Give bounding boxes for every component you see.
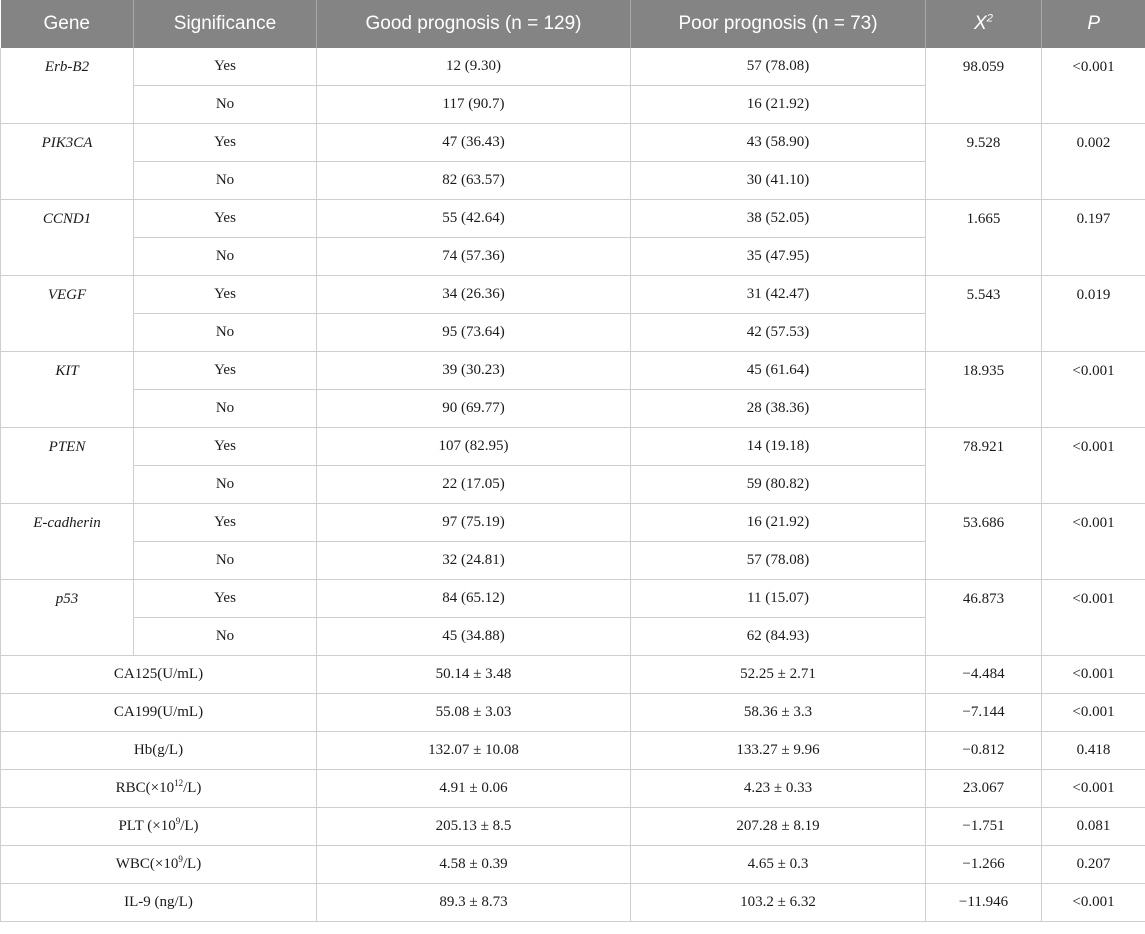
lab-parameter-label: CA125(U/mL) (1, 656, 317, 694)
table-row (1, 846, 1145, 884)
poor-prognosis-value: 14 (19.18) (631, 428, 926, 466)
table-row (1, 770, 1145, 808)
p-value: 0.207 (1042, 846, 1145, 884)
table-row (1, 504, 1145, 542)
poor-prognosis-value: 133.27 ± 9.96 (631, 732, 926, 770)
lab-parameter-label-unit: /L) (182, 856, 202, 872)
significance-yes: Yes (134, 580, 317, 618)
header-gene: Gene (1, 0, 134, 48)
table-row (1, 276, 1145, 314)
table-header (1, 0, 1145, 48)
lab-parameter-label: Hb(g/L) (1, 732, 317, 770)
good-prognosis-value: 39 (30.23) (317, 352, 631, 390)
good-prognosis-value: 82 (63.57) (317, 162, 631, 200)
significance-yes: Yes (134, 48, 317, 86)
table-row (1, 732, 1145, 770)
gene-name: KIT (1, 352, 134, 428)
poor-prognosis-value: 207.28 ± 8.19 (631, 808, 926, 846)
table-row (1, 200, 1145, 238)
lab-parameter-label: CA199(U/mL) (1, 694, 317, 732)
chi-square-value: −7.144 (926, 694, 1042, 732)
p-value: <0.001 (1042, 428, 1145, 504)
p-value: <0.001 (1042, 884, 1145, 922)
significance-no: No (134, 618, 317, 656)
significance-no: No (134, 314, 317, 352)
poor-prognosis-value: 30 (41.10) (631, 162, 926, 200)
lab-parameter-label-exponent: 9 (175, 816, 181, 826)
poor-prognosis-value: 103.2 ± 6.32 (631, 884, 926, 922)
poor-prognosis-value: 43 (58.90) (631, 124, 926, 162)
poor-prognosis-value: 31 (42.47) (631, 276, 926, 314)
poor-prognosis-value: 58.36 ± 3.3 (631, 694, 926, 732)
p-value: <0.001 (1042, 352, 1145, 428)
significance-yes: Yes (134, 352, 317, 390)
lab-parameter-label-text: WBC(×10 (115, 856, 179, 872)
table-body (1, 48, 1145, 922)
p-value: 0.197 (1042, 200, 1145, 276)
header-row (1, 0, 1145, 48)
chi-square-value: 53.686 (926, 504, 1042, 580)
chi-square-value: −0.812 (926, 732, 1042, 770)
lab-parameter-label-text: PLT (×10 (118, 818, 176, 834)
lab-parameter-label-text: RBC(×10 (115, 780, 175, 796)
p-value: <0.001 (1042, 770, 1145, 808)
poor-prognosis-value: 59 (80.82) (631, 466, 926, 504)
good-prognosis-value: 89.3 ± 8.73 (317, 884, 631, 922)
good-prognosis-value: 45 (34.88) (317, 618, 631, 656)
significance-yes: Yes (134, 124, 317, 162)
poor-prognosis-value: 11 (15.07) (631, 580, 926, 618)
poor-prognosis-value: 57 (78.08) (631, 48, 926, 86)
chi-square-value: 23.067 (926, 770, 1042, 808)
gene-name: p53 (1, 580, 134, 656)
header-chi-square-exponent: 2 (986, 12, 994, 25)
good-prognosis-value: 50.14 ± 3.48 (317, 656, 631, 694)
lab-parameter-label-unit: /L) (183, 780, 202, 796)
poor-prognosis-value: 28 (38.36) (631, 390, 926, 428)
lab-parameter-label: IL-9 (ng/L) (1, 884, 317, 922)
significance-yes: Yes (134, 428, 317, 466)
significance-yes: Yes (134, 200, 317, 238)
chi-square-value: −4.484 (926, 656, 1042, 694)
table-row (1, 428, 1145, 466)
table-row (1, 656, 1145, 694)
table-row (1, 808, 1145, 846)
table-row (1, 124, 1145, 162)
poor-prognosis-value: 16 (21.92) (631, 86, 926, 124)
poor-prognosis-value: 45 (61.64) (631, 352, 926, 390)
significance-no: No (134, 86, 317, 124)
gene-name: Erb-B2 (1, 48, 134, 124)
p-value: 0.019 (1042, 276, 1145, 352)
header-chi-square (926, 0, 1042, 48)
header-chi-square-base: X (973, 13, 987, 34)
lab-parameter-label-exponent: 9 (178, 854, 183, 864)
good-prognosis-value: 74 (57.36) (317, 238, 631, 276)
good-prognosis-value: 22 (17.05) (317, 466, 631, 504)
lab-parameter-label-exponent: 12 (174, 778, 184, 788)
poor-prognosis-value: 38 (52.05) (631, 200, 926, 238)
poor-prognosis-value: 42 (57.53) (631, 314, 926, 352)
significance-yes: Yes (134, 276, 317, 314)
p-value: <0.001 (1042, 656, 1145, 694)
lab-parameter-label (1, 846, 317, 884)
p-value: <0.001 (1042, 504, 1145, 580)
significance-no: No (134, 390, 317, 428)
p-value: <0.001 (1042, 580, 1145, 656)
chi-square-value: 46.873 (926, 580, 1042, 656)
good-prognosis-value: 4.91 ± 0.06 (317, 770, 631, 808)
good-prognosis-value: 55 (42.64) (317, 200, 631, 238)
good-prognosis-value: 4.58 ± 0.39 (317, 846, 631, 884)
chi-square-value: 98.059 (926, 48, 1042, 124)
chi-square-value: 5.543 (926, 276, 1042, 352)
significance-no: No (134, 238, 317, 276)
p-value: 0.081 (1042, 808, 1145, 846)
p-value: <0.001 (1042, 48, 1145, 124)
good-prognosis-value: 47 (36.43) (317, 124, 631, 162)
chi-square-value: 18.935 (926, 352, 1042, 428)
p-value: 0.002 (1042, 124, 1145, 200)
header-p-value: P (1042, 0, 1145, 48)
poor-prognosis-value: 16 (21.92) (631, 504, 926, 542)
chi-square-value: 1.665 (926, 200, 1042, 276)
header-good-prognosis: Good prognosis (n = 129) (317, 0, 631, 48)
poor-prognosis-value: 4.65 ± 0.3 (631, 846, 926, 884)
poor-prognosis-value: 35 (47.95) (631, 238, 926, 276)
chi-square-value: 9.528 (926, 124, 1042, 200)
table-row (1, 694, 1145, 732)
chi-square-value: 78.921 (926, 428, 1042, 504)
poor-prognosis-value: 57 (78.08) (631, 542, 926, 580)
table-row (1, 352, 1145, 390)
poor-prognosis-value: 4.23 ± 0.33 (631, 770, 926, 808)
good-prognosis-value: 84 (65.12) (317, 580, 631, 618)
significance-no: No (134, 162, 317, 200)
good-prognosis-value: 97 (75.19) (317, 504, 631, 542)
gene-name: VEGF (1, 276, 134, 352)
gene-name: PTEN (1, 428, 134, 504)
good-prognosis-value: 132.07 ± 10.08 (317, 732, 631, 770)
good-prognosis-value: 107 (82.95) (317, 428, 631, 466)
good-prognosis-value: 117 (90.7) (317, 86, 631, 124)
chi-square-value: −1.266 (926, 846, 1042, 884)
header-significance: Significance (134, 0, 317, 48)
good-prognosis-value: 32 (24.81) (317, 542, 631, 580)
significance-yes: Yes (134, 504, 317, 542)
good-prognosis-value: 12 (9.30) (317, 48, 631, 86)
good-prognosis-value: 90 (69.77) (317, 390, 631, 428)
good-prognosis-value: 55.08 ± 3.03 (317, 694, 631, 732)
chi-square-value: −1.751 (926, 808, 1042, 846)
significance-no: No (134, 542, 317, 580)
good-prognosis-value: 34 (26.36) (317, 276, 631, 314)
p-value: <0.001 (1042, 694, 1145, 732)
good-prognosis-value: 95 (73.64) (317, 314, 631, 352)
chi-square-value: −11.946 (926, 884, 1042, 922)
lab-parameter-label (1, 808, 317, 846)
poor-prognosis-value: 52.25 ± 2.71 (631, 656, 926, 694)
good-prognosis-value: 205.13 ± 8.5 (317, 808, 631, 846)
lab-parameter-label-unit: /L) (180, 818, 199, 834)
header-poor-prognosis: Poor prognosis (n = 73) (631, 0, 926, 48)
table-row (1, 48, 1145, 86)
gene-name: E-cadherin (1, 504, 134, 580)
table-row (1, 884, 1145, 922)
lab-parameter-label (1, 770, 317, 808)
gene-name: CCND1 (1, 200, 134, 276)
gene-name: PIK3CA (1, 124, 134, 200)
table-row (1, 580, 1145, 618)
p-value: 0.418 (1042, 732, 1145, 770)
significance-no: No (134, 466, 317, 504)
poor-prognosis-value: 62 (84.93) (631, 618, 926, 656)
